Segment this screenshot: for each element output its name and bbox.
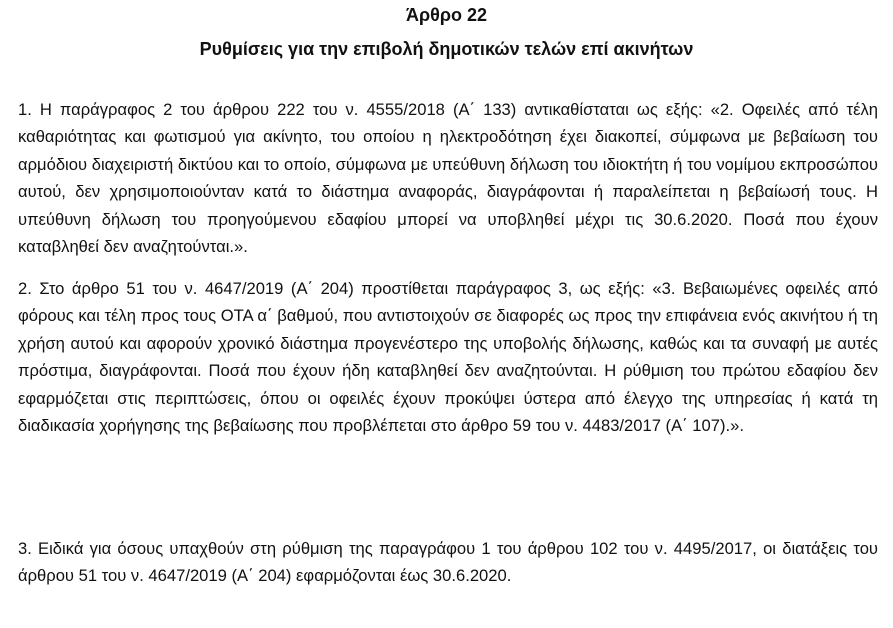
paragraph-1: 1. Η παράγραφος 2 του άρθρου 222 του ν. 4555/2018 (Α΄ 133) αντικαθίσταται ως εξής: «2. Οφειλές από τέλη καθαριότητας και φωτισμού για ακίνητο, του οποίου η ηλεκτροδότηση έχει διακοπεί, σύμφωνα με βεβαίωση του αρμόδιου διαχειριστή δικτύου και το οποίο, σύμφωνα με υπεύθυνη δήλωση του ιδιοκτήτη ή του νομίμου εκπροσώπου αυτού, δεν χρησιμοποιούνταν κατά το διάστημα αναφοράς, διαγράφονται ή παραλείπεται η βεβαίωσή τους. Η υπεύθυνη δήλωση του προηγούμενου εδαφίου μπορεί να υποβληθεί μέχρι τις 30.6.2020. Ποσά που έχουν καταβληθεί δεν αναζητούνται.». (18, 100, 878, 257)
article-subtitle: Ρυθμίσεις για την επιβολή δημοτικών τελών επί ακινήτων (199, 39, 694, 59)
article-title: Άρθρο 22 (405, 5, 488, 25)
paragraph-2: 2. Στο άρθρο 51 του ν. 4647/2019 (Α΄ 204) προστίθεται παράγραφος 3, ως εξής: «3. Βεβαιωμένες οφειλές από φόρους και τέλη προς τους ΟΤΑ α΄ βαθμού, που αντιστοιχούν σε διαφορές ως προς την επιφάνεια ενός ακινήτου ή τη χρήση αυτού και αφορούν χρονικό διάστημα προγενέστερο της υποβολής δήλωσης, καθώς και τα συναφή με αυτές πρόστιμα, διαγράφονται. Ποσά που έχουν ήδη καταβληθεί δεν αναζητούνται. Η ρύθμιση του πρώτου εδαφίου δεν εφαρμόζεται στις περιπτώσεις, όπου οι οφειλές έχουν προκύψει ύστερα από έλεγχο της υπηρεσίας ή κατά τη διαδικασία χορήγησης της βεβαίωσης που προβλέπεται στο άρθρο 59 του ν. 4483/2017 (Α΄ 107).». (18, 279, 878, 436)
paragraph-3: 3. Ειδικά για όσους υπαχθούν στη ρύθμιση της παραγράφου 1 του άρθρου 102 του ν. 4495/2017, οι διατάξεις του άρθρου 51 του ν. 4647/2019 (Α΄ 204) εφαρμόζονται έως 30.6.2020. (18, 539, 878, 586)
